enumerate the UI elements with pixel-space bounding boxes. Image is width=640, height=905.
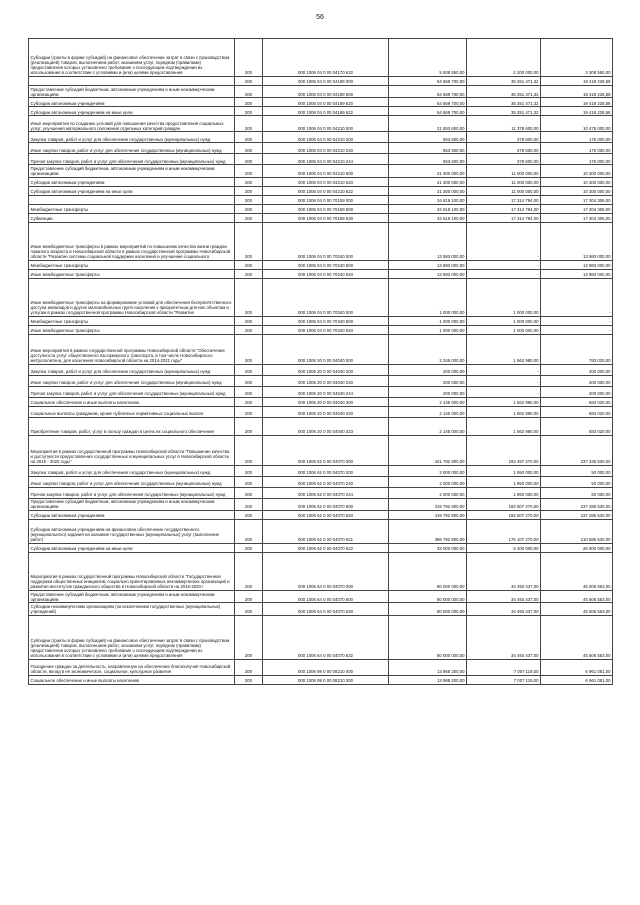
row-name-cell: Иные межбюджетные трансферты на формирование условий для обеспечения беспрепятственного доступа инвалидов и других маломобильных групп населения к приоритетным для них объектам и услугам в рамках государственной программы Новосибирской области "Развитие <box>29 278 235 316</box>
row-name-cell: Субсидии автономным учреждениям <box>29 98 235 107</box>
row-grbs-cell: 200 <box>235 325 263 334</box>
row-code-cell: 000 1006 64 0 00 04070 000 <box>263 552 389 590</box>
row-executed-cell: - <box>467 386 541 397</box>
table-row <box>29 375 613 386</box>
row-remaining-cell: - <box>541 278 613 316</box>
row-approved-cell: 553 600,00 <box>389 132 467 143</box>
row-code-cell: 000 1006 04 0 00 04189 000 <box>263 77 389 86</box>
row-remaining-cell: 10 300 000,00 <box>541 165 613 177</box>
row-executed-cell: 34 493 437,00 <box>467 552 541 590</box>
table-row <box>29 435 613 465</box>
row-name-cell: Субвенции <box>29 213 235 222</box>
row-approved-cell: 13 968 200,00 <box>389 675 467 684</box>
row-remaining-cell: 10 300 000,00 <box>541 177 613 186</box>
table-row <box>29 397 613 406</box>
table-row <box>29 487 613 498</box>
row-name-cell: Прочая закупка товаров, работ и услуг для обеспечения государственных (муниципальных) нужд <box>29 487 235 498</box>
row-grbs-cell: 200 <box>235 77 263 86</box>
row-grbs-cell: 200 <box>235 177 263 186</box>
row-grbs-cell: 200 <box>235 519 263 543</box>
row-grbs-cell: 200 <box>235 375 263 386</box>
row-remaining-cell: 45 506 563,00 <box>541 615 613 659</box>
row-approved-cell: 54 669 700,00 <box>389 77 467 86</box>
table-row <box>29 552 613 590</box>
row-name-cell: Мероприятия в рамках государственной программы Новосибирской области "Государственная поддержка общественных инициатив, социально ориентированных некоммерческих организаций и развития институтов гражданского общества в Новосибирской области на 2015-2020 г <box>29 552 235 590</box>
row-grbs-cell: 200 <box>235 498 263 510</box>
row-grbs-cell: 200 <box>235 86 263 98</box>
table-row <box>29 590 613 602</box>
row-executed-cell: 17 314 794,00 <box>467 204 541 213</box>
row-grbs-cell: 200 <box>235 143 263 154</box>
row-remaining-cell: 175 000,00 <box>541 132 613 143</box>
row-name-cell: Мероприятия в рамках государственной программы Новосибирской области "Повышение качества и доступности предоставления государственных и муниципальных услуг в Новосибирской области на 2015 - 2020 годы" <box>29 435 235 465</box>
row-approved-cell: 553 600,00 <box>389 143 467 154</box>
row-code-cell: 000 1006 04 0 00 04189 622 <box>263 107 389 116</box>
row-executed-cell: 35 251 471,32 <box>467 98 541 107</box>
row-code-cell: 000 1006 20 0 00 04040 000 <box>263 334 389 364</box>
row-approved-cell: 21 300 000,00 <box>389 177 467 186</box>
row-code-cell: 000 1006 04 0 00 04210 600 <box>263 165 389 177</box>
row-grbs-cell: 200 <box>235 165 263 177</box>
row-name-cell: Иные закупки товаров, работ и услуг для обеспечения государственных (муниципальных) нужд <box>29 143 235 154</box>
row-remaining-cell: 17 304 306,00 <box>541 204 613 213</box>
row-executed-cell: 1 000 000,00 <box>467 278 541 316</box>
row-remaining-cell: 13 983 000,00 <box>541 260 613 269</box>
row-code-cell: 000 1006 04 0 00 70159 000 <box>263 195 389 204</box>
row-code-cell: 000 1006 04 0 00 70240 000 <box>263 222 389 260</box>
row-executed-cell: 34 493 437,00 <box>467 615 541 659</box>
row-executed-cell: 1 562 980,00 <box>467 397 541 406</box>
table-row <box>29 132 613 143</box>
row-name-cell: Субсидии автономным учреждениям на иные цели <box>29 186 235 195</box>
row-grbs-cell: 200 <box>235 278 263 316</box>
table-row <box>29 316 613 325</box>
row-grbs-cell: 200 <box>235 552 263 590</box>
row-code-cell: 000 1006 04 0 00 04170 632 <box>263 39 389 77</box>
row-approved-cell: 80 000 000,00 <box>389 590 467 602</box>
row-name-cell: Иные межбюджетные трансферты <box>29 269 235 278</box>
row-executed-cell: 11 000 000,00 <box>467 165 541 177</box>
row-executed-cell: 1 562 980,00 <box>467 417 541 435</box>
row-name-cell: Поощрение граждан за деятельность, направленную на обеспечение благополучия Новосибирской области, вклад в её экономическое, социальное, культурное развитие <box>29 659 235 675</box>
row-approved-cell: 2 345 000,00 <box>389 334 467 364</box>
row-code-cell: 000 1006 62 0 00 04070 244 <box>263 487 389 498</box>
table-row <box>29 386 613 397</box>
row-grbs-cell: 200 <box>235 417 263 435</box>
row-code-cell: 000 1006 04 0 00 70159 530 <box>263 213 389 222</box>
table-row <box>29 77 613 86</box>
table-row <box>29 476 613 487</box>
table-row <box>29 675 613 684</box>
row-name-cell: Межбюджетные трансферты <box>29 204 235 213</box>
table-row <box>29 603 613 615</box>
row-name-cell: Субсидии некоммерческим организациям (за исключением государственных (муниципальных) учреждений) <box>29 603 235 615</box>
row-executed-cell: 17 314 794,00 <box>467 195 541 204</box>
row-remaining-cell: 175 000,00 <box>541 143 613 154</box>
row-remaining-cell: 19 418 228,68 <box>541 77 613 86</box>
row-executed-cell: 182 507 270,00 <box>467 510 541 519</box>
row-approved-cell: 421 792 800,00 <box>389 435 467 465</box>
row-remaining-cell: 26 600 000,00 <box>541 543 613 552</box>
row-remaining-cell: 45 506 563,00 <box>541 603 613 615</box>
row-approved-cell: 21 300 000,00 <box>389 186 467 195</box>
row-code-cell: 000 1006 20 0 00 04040 244 <box>263 386 389 397</box>
row-code-cell: 000 1006 20 0 00 04040 323 <box>263 417 389 435</box>
row-code-cell: 000 1006 04 0 00 04210 622 <box>263 186 389 195</box>
row-remaining-cell: 17 304 306,00 <box>541 213 613 222</box>
row-grbs-cell: 200 <box>235 195 263 204</box>
row-grbs-cell: 200 <box>235 316 263 325</box>
page-number: 56 <box>316 14 324 21</box>
row-code-cell: 000 1006 20 0 00 04040 200 <box>263 364 389 375</box>
row-grbs-cell: 200 <box>235 603 263 615</box>
row-remaining-cell: 3 308 550,00 <box>541 39 613 77</box>
row-remaining-cell: 45 506 563,00 <box>541 552 613 590</box>
row-code-cell: 000 1006 04 0 00 70340 000 <box>263 278 389 316</box>
row-code-cell: 000 1006 04 0 00 04210 244 <box>263 154 389 165</box>
row-executed-cell: 1 000 000,00 <box>467 316 541 325</box>
row-approved-cell: 2 000 000,00 <box>389 465 467 476</box>
row-remaining-cell: 783 020,00 <box>541 334 613 364</box>
table-row <box>29 165 613 177</box>
table-row <box>29 98 613 107</box>
row-grbs-cell: 200 <box>235 39 263 77</box>
row-code-cell: 000 1006 64 0 00 04070 630 <box>263 603 389 615</box>
row-name-cell: Закупка товаров, работ и услуг для обеспечения государственных (муниципальных) нужд <box>29 364 235 375</box>
row-remaining-cell: 50 000,00 <box>541 465 613 476</box>
row-code-cell: 000 1006 20 0 00 04040 240 <box>263 375 389 386</box>
row-remaining-cell: 6 961 081,00 <box>541 659 613 675</box>
row-approved-cell: 1 000 000,00 <box>389 278 467 316</box>
row-name-cell: Предоставление субсидий бюджетным, автономным учреждениям и иным некоммерческим организациям <box>29 590 235 602</box>
row-grbs-cell: 200 <box>235 543 263 552</box>
row-executed-cell: - <box>467 222 541 260</box>
row-remaining-cell: 237 285 530,00 <box>541 510 613 519</box>
budget-table <box>28 38 613 685</box>
row-name-cell: Предоставление субсидий бюджетным, автономным учреждениям и иным некоммерческим организациям <box>29 86 235 98</box>
row-approved-cell: 1 000 000,00 <box>389 316 467 325</box>
row-remaining-cell: 210 685 530,00 <box>541 519 613 543</box>
row-approved-cell: 200 000,00 <box>389 364 467 375</box>
table-row <box>29 222 613 260</box>
row-grbs-cell: 200 <box>235 222 263 260</box>
row-grbs-cell: 200 <box>235 98 263 107</box>
row-code-cell: 000 1006 04 0 00 04210 620 <box>263 177 389 186</box>
row-grbs-cell: 200 <box>235 615 263 659</box>
row-approved-cell: 419 792 800,00 <box>389 510 467 519</box>
row-grbs-cell: 200 <box>235 675 263 684</box>
row-executed-cell: - <box>467 364 541 375</box>
row-code-cell: 000 1006 20 0 00 04040 320 <box>263 406 389 417</box>
table-row <box>29 107 613 116</box>
row-name-cell: Иные межбюджетные трансферты <box>29 325 235 334</box>
row-approved-cell: 13 983 000,00 <box>389 222 467 260</box>
row-executed-cell: 184 457 270,00 <box>467 435 541 465</box>
row-remaining-cell: 50 000,00 <box>541 487 613 498</box>
row-approved-cell: 13 968 200,00 <box>389 659 467 675</box>
row-name-cell: Прочая закупка товаров, работ и услуг для обеспечения государственных (муниципальных) нужд <box>29 386 235 397</box>
row-grbs-cell: 200 <box>235 435 263 465</box>
row-approved-cell: 34 619 100,00 <box>389 204 467 213</box>
row-name-cell <box>29 77 235 86</box>
row-remaining-cell: 45 506 563,00 <box>541 590 613 602</box>
table-row <box>29 278 613 316</box>
row-code-cell: 000 1006 20 0 00 04040 300 <box>263 397 389 406</box>
row-remaining-cell: 175 000,00 <box>541 154 613 165</box>
row-remaining-cell: 200 000,00 <box>541 364 613 375</box>
row-executed-cell: 378 600,00 <box>467 154 541 165</box>
table-row <box>29 39 613 77</box>
row-code-cell: 000 1006 04 0 00 04210 240 <box>263 143 389 154</box>
table-row <box>29 519 613 543</box>
row-remaining-cell: 583 020,00 <box>541 406 613 417</box>
row-code-cell: 000 1006 04 0 00 04189 620 <box>263 98 389 107</box>
row-grbs-cell: 200 <box>235 386 263 397</box>
row-remaining-cell: 13 983 000,00 <box>541 269 613 278</box>
row-approved-cell: 80 000 000,00 <box>389 603 467 615</box>
row-remaining-cell: 10 475 000,00 <box>541 116 613 132</box>
table-row <box>29 260 613 269</box>
row-grbs-cell: 200 <box>235 116 263 132</box>
row-executed-cell: - <box>467 260 541 269</box>
row-grbs-cell: 200 <box>235 406 263 417</box>
table-row <box>29 406 613 417</box>
row-grbs-cell: 200 <box>235 213 263 222</box>
row-approved-cell: 1 000 000,00 <box>389 325 467 334</box>
row-executed-cell: 182 507 270,00 <box>467 498 541 510</box>
row-code-cell: 000 1006 99 0 00 08210 300 <box>263 675 389 684</box>
row-remaining-cell: 17 304 306,00 <box>541 195 613 204</box>
row-executed-cell: 34 493 437,00 <box>467 590 541 602</box>
row-code-cell: 000 1006 64 0 00 04070 632 <box>263 615 389 659</box>
row-name-cell: Закупка товаров, работ и услуг для обеспечения государственных (муниципальных) нужд <box>29 132 235 143</box>
row-code-cell: 000 1006 62 0 00 04070 240 <box>263 476 389 487</box>
table-row <box>29 498 613 510</box>
table-row <box>29 659 613 675</box>
row-name-cell <box>29 195 235 204</box>
row-grbs-cell: 200 <box>235 487 263 498</box>
row-remaining-cell: 50 000,00 <box>541 476 613 487</box>
row-approved-cell: 13 983 000,00 <box>389 260 467 269</box>
row-approved-cell: 2 145 000,00 <box>389 406 467 417</box>
row-approved-cell: 5 508 550,00 <box>389 39 467 77</box>
row-approved-cell: 54 669 700,00 <box>389 86 467 98</box>
table-row <box>29 186 613 195</box>
row-approved-cell: 419 792 800,00 <box>389 498 467 510</box>
row-grbs-cell: 200 <box>235 132 263 143</box>
row-grbs-cell: 200 <box>235 204 263 213</box>
row-approved-cell: 13 983 000,00 <box>389 269 467 278</box>
row-name-cell: Субсидии автономным учреждениям на иные цели <box>29 543 235 552</box>
row-name-cell: Иные межбюджетные трансферты в рамках мероприятий по повышению качества жизни граждан пожилого возраста в Новосибирской области в рамках государственной программы Новосибирской области "Развитие системы социальной поддержки населения и улучшение социального <box>29 222 235 260</box>
row-executed-cell: 35 251 471,32 <box>467 86 541 98</box>
row-remaining-cell: 200 000,00 <box>541 375 613 386</box>
table-row <box>29 269 613 278</box>
row-approved-cell: 2 145 000,00 <box>389 417 467 435</box>
row-approved-cell: 2 145 000,00 <box>389 397 467 406</box>
row-approved-cell: 2 000 000,00 <box>389 476 467 487</box>
row-executed-cell: - <box>467 269 541 278</box>
row-name-cell: Социальное обеспечение и иные выплаты населению <box>29 397 235 406</box>
row-grbs-cell: 200 <box>235 476 263 487</box>
row-executed-cell: 35 251 471,32 <box>467 77 541 86</box>
row-name-cell: Субсидии автономным учреждениям <box>29 510 235 519</box>
row-executed-cell: 11 378 600,00 <box>467 116 541 132</box>
row-approved-cell: 21 300 000,00 <box>389 165 467 177</box>
row-executed-cell: 35 251 471,32 <box>467 107 541 116</box>
row-grbs-cell: 200 <box>235 364 263 375</box>
row-approved-cell: 200 000,00 <box>389 386 467 397</box>
table-row <box>29 143 613 154</box>
row-approved-cell: 80 000 000,00 <box>389 552 467 590</box>
row-approved-cell: 2 000 000,00 <box>389 487 467 498</box>
row-name-cell: Предоставление субсидий бюджетным, автономным учреждениям и иным некоммерческим организациям <box>29 498 235 510</box>
row-name-cell: Субсидии (гранты в форме субсидий) на финансовое обеспечение затрат в связи с производством (реализацией) товаров, выполнением работ, оказанием услуг, порядком (правилами) предоставления которых установлено требование о последующем подтверждении их использования в соответствии с условиями и (или) целями предоставления <box>29 615 235 659</box>
row-approved-cell: 33 000 000,00 <box>389 543 467 552</box>
table-row <box>29 543 613 552</box>
row-executed-cell: 11 000 000,00 <box>467 186 541 195</box>
row-remaining-cell: 583 020,00 <box>541 417 613 435</box>
table-row <box>29 615 613 659</box>
row-code-cell: 000 1006 62 0 00 04070 000 <box>263 435 389 465</box>
row-approved-cell: 34 619 100,00 <box>389 213 467 222</box>
row-approved-cell: 54 669 700,00 <box>389 107 467 116</box>
row-grbs-cell: 200 <box>235 510 263 519</box>
row-code-cell: 000 1006 04 0 00 70340 540 <box>263 325 389 334</box>
row-grbs-cell: 200 <box>235 397 263 406</box>
row-remaining-cell: 19 418 228,68 <box>541 86 613 98</box>
row-approved-cell: 80 000 000,00 <box>389 615 467 659</box>
row-approved-cell: 34 619 100,00 <box>389 195 467 204</box>
row-code-cell: 000 1006 62 0 00 04070 621 <box>263 519 389 543</box>
row-name-cell: Закупка товаров, работ и услуг для обеспечения государственных (муниципальных) нужд <box>29 465 235 476</box>
table-row <box>29 465 613 476</box>
row-remaining-cell: - <box>541 325 613 334</box>
row-executed-cell: 17 314 794,00 <box>467 213 541 222</box>
table-row <box>29 116 613 132</box>
row-executed-cell: - <box>467 375 541 386</box>
row-code-cell: 000 1006 04 0 00 70159 500 <box>263 204 389 213</box>
row-name-cell: Межбюджетные трансферты <box>29 260 235 269</box>
row-name-cell: Социальное обеспечение и иные выплаты населению <box>29 675 235 684</box>
table-row <box>29 154 613 165</box>
budget-table-body <box>29 39 613 685</box>
row-name-cell: Межбюджетные трансферты <box>29 316 235 325</box>
table-row <box>29 417 613 435</box>
row-code-cell: 000 1006 04 0 00 70340 500 <box>263 316 389 325</box>
row-approved-cell: 200 000,00 <box>389 375 467 386</box>
row-grbs-cell: 200 <box>235 260 263 269</box>
table-row <box>29 86 613 98</box>
row-remaining-cell: 583 020,00 <box>541 397 613 406</box>
table-row <box>29 177 613 186</box>
row-grbs-cell: 200 <box>235 465 263 476</box>
row-code-cell: 000 1006 04 0 00 04210 000 <box>263 116 389 132</box>
row-grbs-cell: 200 <box>235 154 263 165</box>
row-executed-cell: 176 107 270,00 <box>467 519 541 543</box>
row-code-cell: 000 1006 62 0 00 04070 200 <box>263 465 389 476</box>
table-row <box>29 213 613 222</box>
row-code-cell: 000 1006 64 0 00 04070 600 <box>263 590 389 602</box>
row-name-cell: Иные закупки товаров, работ и услуг для обеспечения государственных (муниципальных) нужд <box>29 476 235 487</box>
row-executed-cell: 7 007 119,00 <box>467 659 541 675</box>
row-executed-cell: 11 000 000,00 <box>467 177 541 186</box>
row-code-cell: 000 1006 99 0 00 08210 000 <box>263 659 389 675</box>
row-name-cell: Иные мероприятия по созданию условий для повышения качества предоставления социальных услуг, улучшения материального положения отдельных категорий граждан <box>29 116 235 132</box>
row-executed-cell: 7 007 119,00 <box>467 675 541 684</box>
row-remaining-cell: 10 300 000,00 <box>541 186 613 195</box>
row-name-cell: Приобретение товаров, работ, услуг в пользу граждан в целях их социального обеспечения <box>29 417 235 435</box>
row-remaining-cell: 6 961 081,00 <box>541 675 613 684</box>
row-name-cell: Субсидии автономным учреждениям на финансовое обеспечение государственного (муниципального) задания на оказание государственных (муниципальных) услуг (выполнение работ) <box>29 519 235 543</box>
row-name-cell: Субсидии автономным учреждениям на иные цели <box>29 107 235 116</box>
row-remaining-cell: 237 285 530,00 <box>541 498 613 510</box>
row-name-cell: Прочая закупка товаров, работ и услуг для обеспечения государственных (муниципальных) нужд <box>29 154 235 165</box>
row-remaining-cell: - <box>541 316 613 325</box>
table-row <box>29 510 613 519</box>
row-executed-cell: 2 200 000,00 <box>467 39 541 77</box>
row-code-cell: 000 1006 04 0 00 04210 200 <box>263 132 389 143</box>
row-code-cell: 000 1006 04 0 00 04189 600 <box>263 86 389 98</box>
row-code-cell: 000 1006 62 0 00 04070 622 <box>263 543 389 552</box>
row-approved-cell: 21 853 600,00 <box>389 116 467 132</box>
row-remaining-cell: 237 335 530,00 <box>541 435 613 465</box>
row-grbs-cell: 200 <box>235 659 263 675</box>
row-executed-cell: 1 950 000,00 <box>467 465 541 476</box>
row-remaining-cell: 200 000,00 <box>541 386 613 397</box>
row-executed-cell: 1 562 980,00 <box>467 334 541 364</box>
row-executed-cell: 378 600,00 <box>467 143 541 154</box>
row-remaining-cell: 19 418 228,68 <box>541 98 613 107</box>
row-name-cell: Социальные выплаты гражданам, кроме публичных нормативных социальных выплат <box>29 406 235 417</box>
row-code-cell: 000 1006 04 0 00 70240 500 <box>263 260 389 269</box>
row-name-cell: Иные закупки товаров, работ и услуг для обеспечения государственных (муниципальных) нужд <box>29 375 235 386</box>
table-row <box>29 325 613 334</box>
row-executed-cell: 1 000 000,00 <box>467 325 541 334</box>
row-approved-cell: 386 792 800,00 <box>389 519 467 543</box>
row-executed-cell: 378 600,00 <box>467 132 541 143</box>
row-remaining-cell: 19 418 228,68 <box>541 107 613 116</box>
row-grbs-cell: 200 <box>235 107 263 116</box>
row-executed-cell: 1 950 000,00 <box>467 476 541 487</box>
table-row <box>29 195 613 204</box>
row-grbs-cell: 200 <box>235 186 263 195</box>
row-approved-cell: 553 600,00 <box>389 154 467 165</box>
row-remaining-cell: 13 983 000,00 <box>541 222 613 260</box>
row-code-cell: 000 1006 62 0 00 04070 600 <box>263 498 389 510</box>
row-code-cell: 000 1006 04 0 00 70240 540 <box>263 269 389 278</box>
row-code-cell: 000 1006 62 0 00 04070 620 <box>263 510 389 519</box>
row-executed-cell: 1 950 000,00 <box>467 487 541 498</box>
row-grbs-cell: 200 <box>235 269 263 278</box>
row-executed-cell: 1 562 980,00 <box>467 406 541 417</box>
row-approved-cell: 54 669 700,00 <box>389 98 467 107</box>
row-grbs-cell: 200 <box>235 590 263 602</box>
table-row <box>29 334 613 364</box>
row-executed-cell: 34 493 437,00 <box>467 603 541 615</box>
row-grbs-cell: 200 <box>235 334 263 364</box>
row-name-cell: Предоставление субсидий бюджетным, автономным учреждениям и иным некоммерческим организациям <box>29 165 235 177</box>
table-row <box>29 364 613 375</box>
row-name-cell: Иные мероприятия в рамках государственной программы Новосибирской области "Обеспечение доступности услуг общественного пассажирского транспорта, в том числе Новосибирского метрополитена, для населения Новосибирской области на 2014-2021 годы" <box>29 334 235 364</box>
row-name-cell: Субсидии автономным учреждениям <box>29 177 235 186</box>
row-executed-cell: 6 400 000,00 <box>467 543 541 552</box>
row-name-cell: Субсидии (гранты в форме субсидий) на финансовое обеспечение затрат в связи с производством (реализацией) товаров, выполнением работ, оказанием услуг, порядком (правилами) предоставления которых установлено требование о последующем подтверждении их использования в соответствии с условиями и (или) целями предоставления <box>29 39 235 77</box>
table-row <box>29 204 613 213</box>
